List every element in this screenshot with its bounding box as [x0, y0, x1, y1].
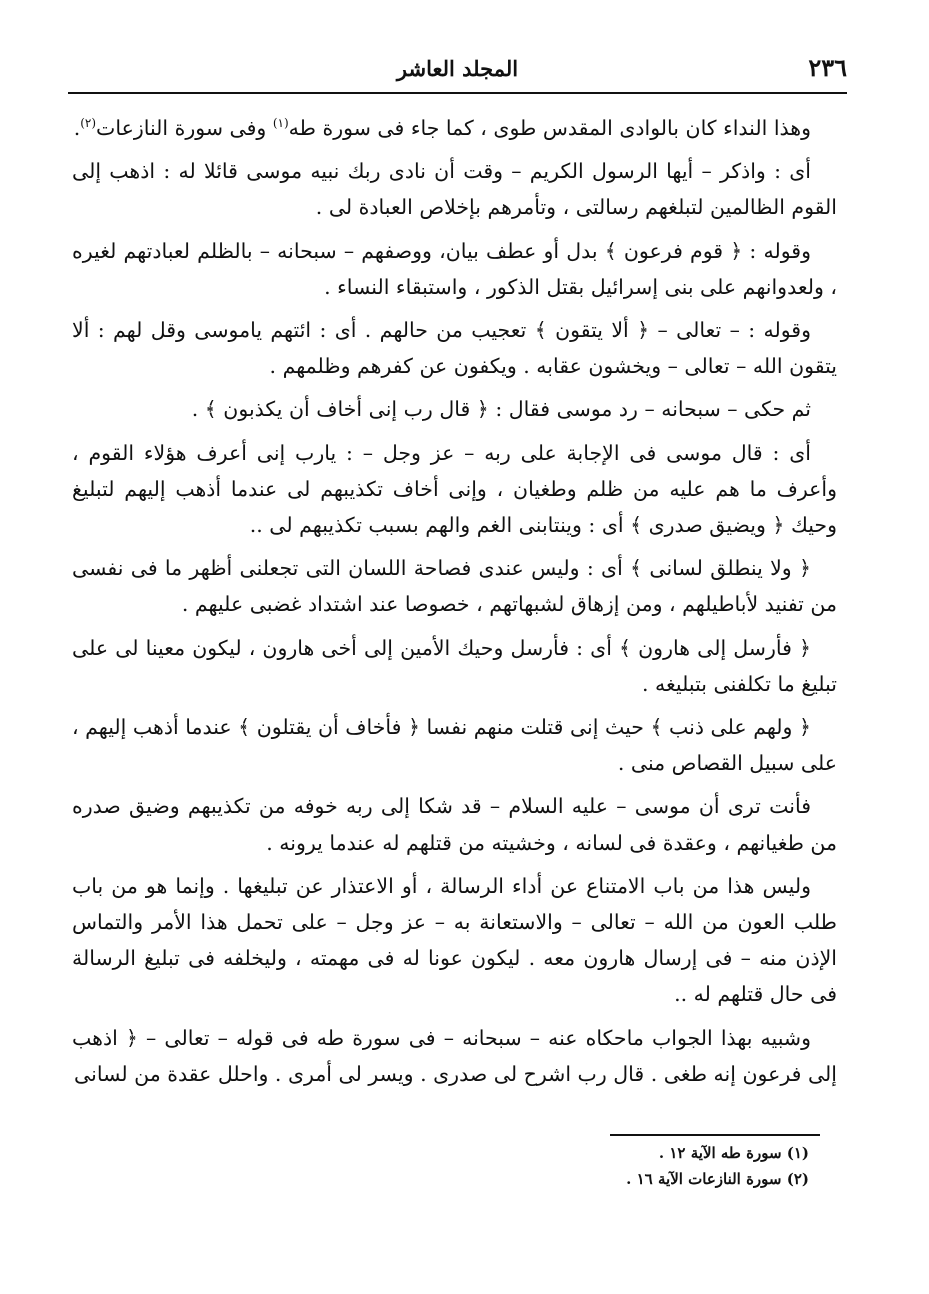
volume-title: المجلد العاشر — [396, 56, 519, 81]
header-divider — [68, 92, 847, 94]
paragraph-6: أى : قال موسى فى الإجابة على ربه – عز وجل – : يارب إنى أعرف هؤلاء القوم ، وأعرف ما هم عليه من ظلم وطغيان ، وإنى أخاف تكذيبهم لى عندما أذهب إليهم لتبليغ وحيك ﴿ ويضيق صدرى ﴾ أى : وينتابنى الغم والهم بسبب تكذيبهم لى .. — [72, 440, 837, 538]
paragraph-1-text-middle: وفى سورة النازعات — [96, 116, 273, 140]
footnotes — [300, 1140, 809, 1192]
paragraph-1-text: وهذا النداء كان بالوادى المقدس طوى ، كما جاء فى سورة طه — [288, 116, 811, 140]
running-head — [68, 52, 847, 86]
paragraph-1-text-end: . — [73, 116, 81, 140]
footnote-ref-2: (٢) — [80, 116, 97, 131]
paragraph-11: وليس هذا من باب الامتناع عن أداء الرسالة ، أو الاعتذار عن تبليغها . وإنما هو من باب طلب العون من الله – تعالى – والاستعانة به – عز وجل – على تحمل هذا الأمر والتماس الإذن منه – فى إرسال هارون معه . ليكون عونا له فى مهمته ، وليخلفه فى تبليغ الرسالة فى حال قتلهم له .. — [72, 873, 837, 1007]
footnote-divider — [610, 1134, 820, 1136]
paragraph-8: ﴿ فأرسل إلى هارون ﴾ أى : فأرسل وحيك الأمين إلى أخى هارون ، ليكون معينا لى على تبليغ ما تكلفنى بتبليغه . — [72, 635, 837, 696]
footnote-2: (٢) سورة النازعات الآية ١٦ . — [626, 1170, 809, 1188]
paragraph-2: أى : واذكر – أيها الرسول الكريم – وقت أن نادى ربك نبيه موسى قائلا له : اذهب إلى القوم الظالمين لتبلغهم رسالتى ، وتأمرهم بإخلاص العبادة لى . — [72, 159, 837, 220]
footnote-ref-1: (١) — [272, 116, 289, 131]
paragraph-4: وقوله : – تعالى – ﴿ ألا يتقون ﴾ تعجيب من حالهم . أى : ائتهم ياموسى وقل لهم : ألا يتقون الله – تعالى – ويخشون عقابه . ويكفون عن كفرهم وظلمهم . — [72, 318, 837, 379]
footnote-1: (١) سورة طه الآية ١٢ . — [658, 1144, 809, 1162]
paragraph-10: فأنت ترى أن موسى – عليه السلام – قد شكا إلى ربه خوفه من تكذيبهم وضيق صدره من طغيانهم ، وعقدة فى لسانه ، وخشيته من قتلهم له عندما يرونه . — [72, 794, 837, 855]
page-number: ٢٣٦ — [808, 53, 847, 82]
paragraph-12: وشبيه بهذا الجواب ماحكاه عنه – سبحانه – فى سورة طه فى قوله – تعالى – ﴿ اذهب إلى فرعون إنه طغى . قال رب اشرح لى صدرى . ويسر لى أمرى . واحلل عقدة من لسانى — [72, 1025, 837, 1086]
main-text — [72, 110, 837, 1099]
paragraph-9: ﴿ ولهم على ذنب ﴾ حيث إنى قتلت منهم نفسا ﴿ فأخاف أن يقتلون ﴾ عندما أذهب إليهم ، على سبيل القصاص منى . — [72, 715, 837, 776]
paragraph-3: وقوله : ﴿ قوم فرعون ﴾ بدل أو عطف بيان، ووصفهم – سبحانه – بالظلم لعبادتهم لغيره ، ولعدوانهم على بنى إسرائيل بقتل الذكور ، واستبقاء النساء . — [72, 238, 837, 299]
paragraph-7: ﴿ ولا ينطلق لسانى ﴾ أى : وليس عندى فصاحة اللسان التى تجعلنى أظهر ما فى نفسى من تفنيد لأباطيلهم ، ومن إزهاق لشبهاتهم ، خصوصا عند اشتداد غضبى عليهم . — [72, 556, 837, 617]
paragraph-5: ثم حكى – سبحانه – رد موسى فقال : ﴿ قال رب إنى أخاف أن يكذبون ﴾ . — [191, 397, 811, 422]
paragraph-1 — [72, 110, 837, 146]
